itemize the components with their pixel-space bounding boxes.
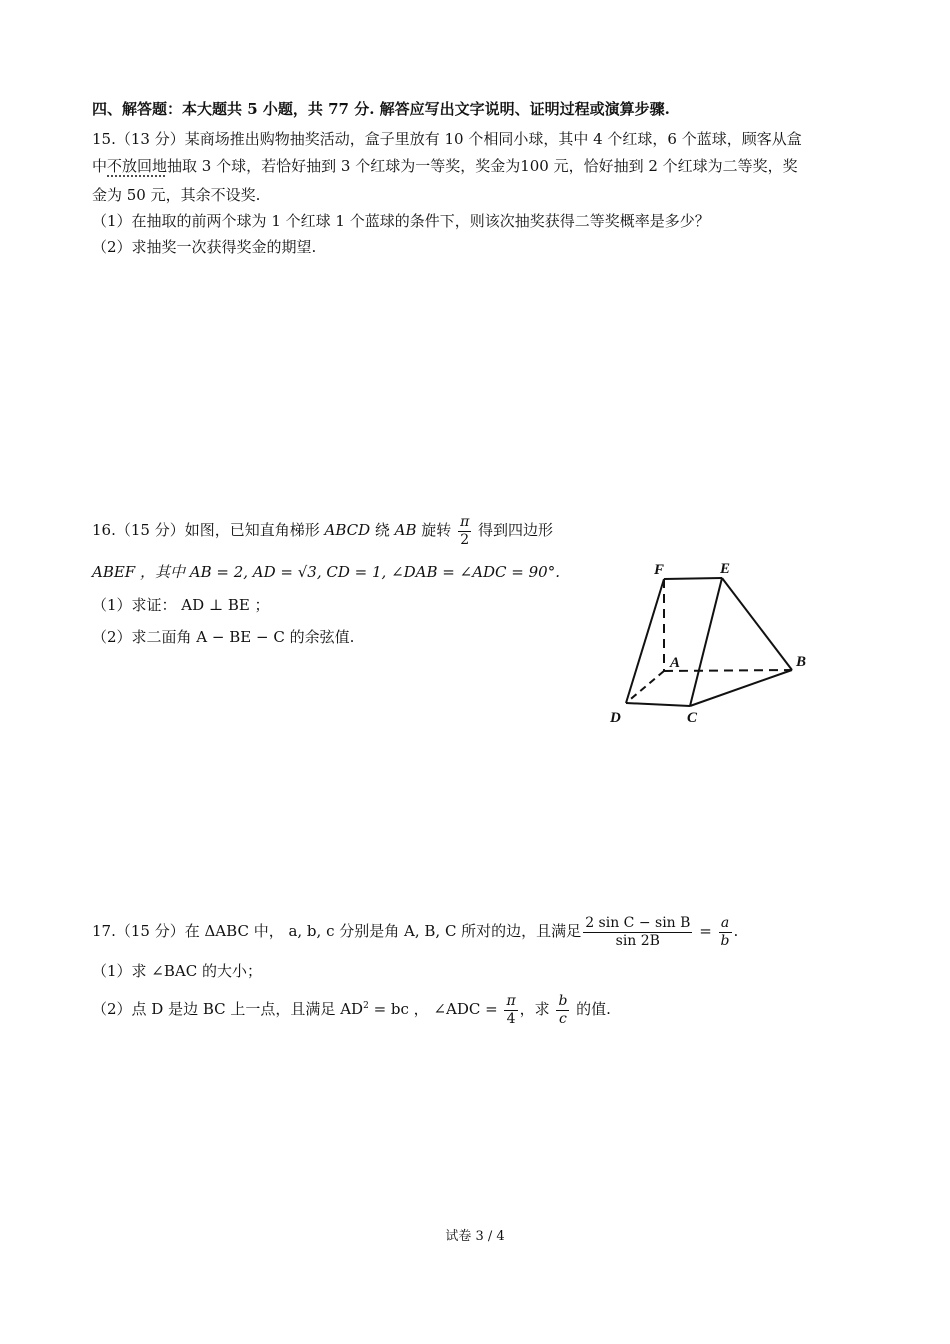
q16-line2: ABEF ，其中 AB = 2, AD = √3, CD = 1, ∠DAB = ∠ADC = 90°. [92, 563, 560, 581]
q16-ab: AB [394, 521, 417, 539]
label-A: A [670, 655, 681, 671]
q17-fraction-bc [556, 993, 569, 1028]
label-E: E [720, 561, 731, 577]
q15-line2 [92, 155, 798, 177]
q16-part1: （1）求证： AD ⊥ BE ； [92, 596, 270, 614]
q17-part2-prefix: （2）点 D 是边 BC 上一点，且满足 AD [92, 1000, 364, 1018]
q15-dotted-emphasis: 不放回地 [107, 157, 168, 175]
q17-fraction-pi4 [504, 993, 517, 1028]
edge-FE [664, 578, 722, 579]
section-heading: 四、解答题：本大题共 5 小题，共 77 分. 解答应写出文字说明、证明过程或演算步骤. [92, 100, 670, 118]
q17-part2-sup: 2 [363, 1001, 369, 1011]
q17-fraction-sin [583, 915, 692, 950]
label-B: B [796, 654, 807, 670]
q16-line1-suffix: 得到四边形 [473, 521, 554, 539]
q15-line1: 15.（13 分）某商场推出购物抽奖活动，盒子里放有 10 个相同小球，其中 4 个红球，6 个蓝球，顾客从盒 [92, 130, 802, 148]
edge-EB [722, 578, 792, 670]
label-C: C [687, 710, 698, 726]
q17-frac3-den: 4 [506, 1010, 516, 1027]
q17-part2 [92, 985, 611, 1030]
q17-frac1-den: sin 2B [615, 932, 660, 949]
q16-abcd: ABCD [324, 521, 371, 539]
q17-frac2-num: a [719, 915, 732, 933]
q16-frac-den: 2 [460, 531, 470, 548]
q17-frac1-num: 2 sin C − sin B [585, 914, 691, 931]
label-F: F [654, 562, 665, 578]
q15-line2-prefix: 中 [92, 157, 108, 175]
edge-EC [690, 578, 722, 706]
label-D: D [610, 710, 621, 726]
q17-part2-mid2: ，求 [519, 1000, 555, 1018]
q16-line1-rot: 旋转 [416, 521, 457, 539]
q17-part2-mid: = bc ， ∠ADC = [368, 1000, 503, 1018]
q17-fraction-ab [719, 915, 732, 950]
q16-line1-mid: 绕 [370, 521, 395, 539]
q17-frac2-den: b [720, 932, 730, 949]
q17-part1: （1）求 ∠BAC 的大小； [92, 962, 262, 980]
edge-AB [664, 670, 792, 671]
q16-frac-num: π [460, 513, 470, 530]
q15-part1: （1）在抽取的前两个球为 1 个红球 1 个蓝球的条件下，则该次抽奖获得二等奖概率是多少？ [92, 212, 710, 230]
q17-line1 [92, 910, 738, 952]
q17-line1-prefix: 17.（15 分）在 ΔABC 中， a, b, c 分别是角 A, B, C 所对的边，且满足 [92, 922, 582, 940]
q17-equals: = [694, 922, 717, 940]
edge-FD [626, 579, 664, 703]
q15-line2-rest: 抽取 3 个球，若恰好抽到 3 个红球为一等奖，奖金为100 元，恰好抽到 2 个红球为二等奖，奖 [167, 157, 798, 175]
q16-fraction [458, 514, 471, 549]
q15-part2: （2）求抽奖一次获得奖金的期望. [92, 238, 317, 256]
edge-CB [690, 670, 792, 706]
q17-frac4-den: c [559, 1010, 567, 1027]
q17-line1-end: . [733, 922, 739, 940]
page-footer: 试卷 3 / 4 [445, 1229, 505, 1244]
q17-frac4-num: b [558, 992, 568, 1009]
q15-line3: 金为 50 元，其余不设奖. [92, 186, 261, 204]
q16-part2: （2）求二面角 A − BE − C 的余弦值. [92, 628, 355, 646]
q16-line1 [92, 510, 553, 550]
q16-line1-prefix: 16.（15 分）如图，已知直角梯形 [92, 521, 325, 539]
geometry-figure [600, 555, 830, 730]
q17-part2-end: 的值. [571, 1000, 611, 1018]
edge-DC [626, 703, 690, 706]
q17-frac3-num: π [506, 992, 516, 1009]
